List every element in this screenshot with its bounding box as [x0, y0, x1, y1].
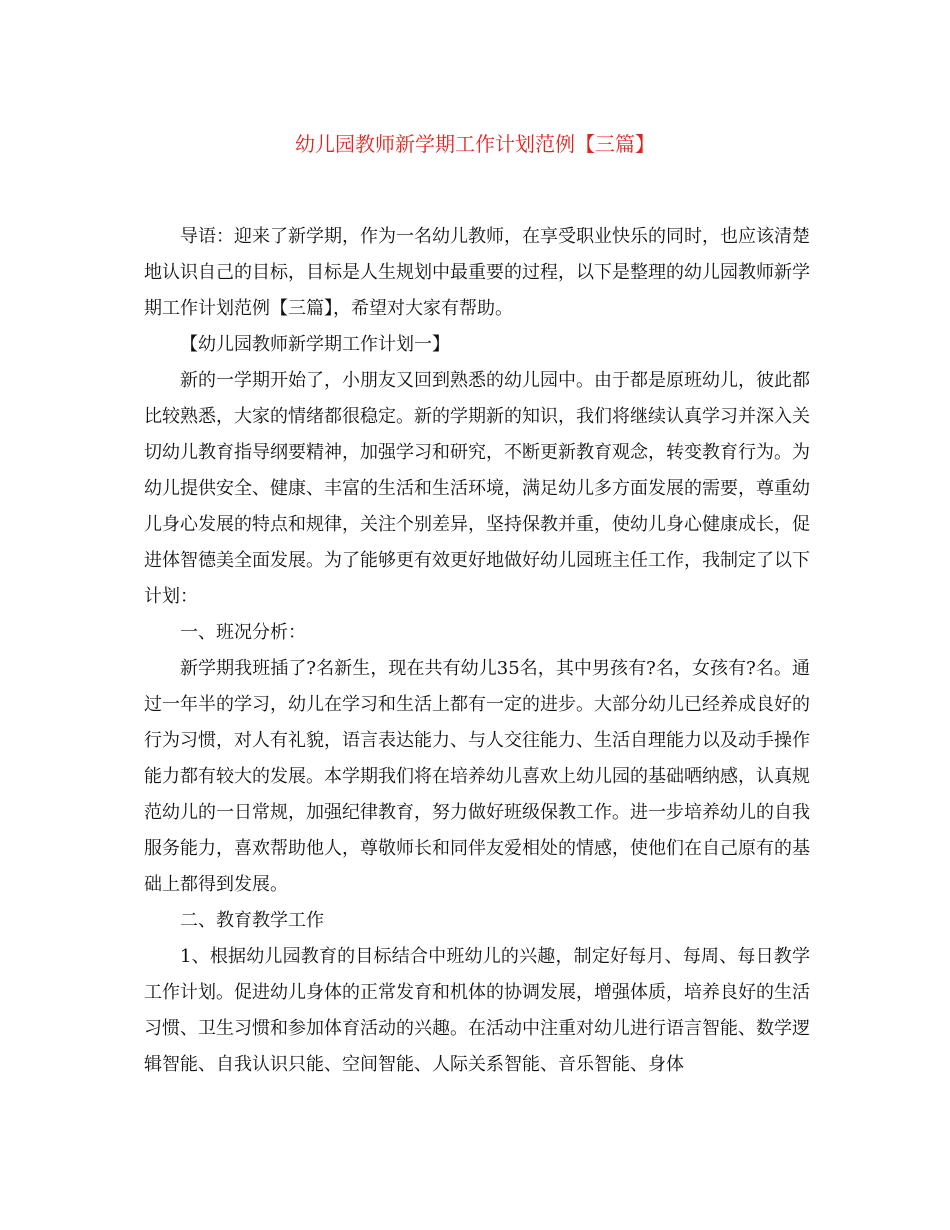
subheading-class-analysis: 一、班况分析：: [180, 622, 306, 643]
subheading-teaching-work: 二、教育教学工作: [180, 910, 324, 931]
section-1-paragraph: 新的一学期开始了，小朋友又回到熟悉的幼儿园中。由于都是原班幼儿，彼此都比较熟悉，大家的情绪都很稳定。新的学期新的知识，我们将继续认真学习并深入关切幼儿教育指导纲要精神，加强学习和研究，不断更新教育观念，转变教育行为。为幼儿提供安全、健康、丰富的生活和生活环境，满足幼儿多方面发展的需要，尊重幼儿身心发展的特点和规律，关注个别差异，坚持保教并重，使幼儿身心健康成长，促进体智德美全面发展。为了能够更有效更好地做好幼儿园班主任工作，我制定了以下计划：: [144, 370, 810, 607]
section-heading-1: 【幼儿园教师新学期工作计划一】: [180, 334, 450, 355]
class-analysis-paragraph: 新学期我班插了?名新生，现在共有幼儿35名，其中男孩有?名，女孩有?名。通过一年半的学习，幼儿在学习和生活上都有一定的进步。大部分幼儿已经养成良好的行为习惯，对人有礼貌，语言表达能力、与人交往能力、生活自理能力以及动手操作能力都有较大的发展。本学期我们将在培养幼儿喜欢上幼儿园的基础哂纳感，认真规范幼儿的一日常规，加强纪律教育，努力做好班级保教工作。进一步培养幼儿的自我服务能力，喜欢帮助他人，尊敬师长和同伴友爱相处的情感，使他们在自己原有的基础上都得到发展。: [144, 658, 810, 895]
document-title: 幼儿园教师新学期工作计划范例【三篇】: [295, 132, 655, 156]
document-body: [144, 219, 810, 1083]
intro-paragraph: 导语：迎来了新学期，作为一名幼儿教师，在享受职业快乐的同时，也应该清楚地认识自己的目标，目标是人生规划中最重要的过程，以下是整理的幼儿园教师新学期工作计划范例【三篇】，希望对大家有帮助。: [144, 226, 810, 319]
teaching-item-1-paragraph: 1、根据幼儿园教育的目标结合中班幼儿的兴趣，制定好每月、每周、每日教学工作计划。促进幼儿身体的正常发育和机体的协调发展，增强体质，培养良好的生活习惯、卫生习惯和参加体育活动的兴趣。在活动中注重对幼儿进行语言智能、数学逻辑智能、自我认识只能、空间智能、人际关系智能、音乐智能、身体: [144, 946, 810, 1075]
